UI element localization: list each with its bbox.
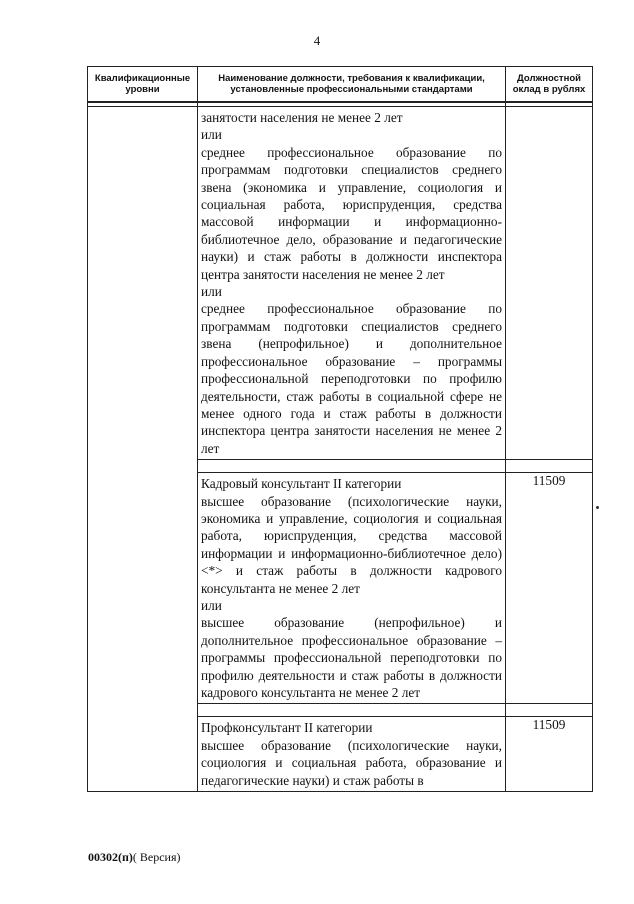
salary-cell: 11509 xyxy=(506,717,593,792)
requirements-cell xyxy=(198,473,506,704)
scan-speck xyxy=(596,506,599,509)
salary-cell: 11509 xyxy=(506,473,593,704)
table-row xyxy=(88,107,593,460)
document-footer xyxy=(88,850,181,865)
page-number: 4 xyxy=(313,33,321,48)
requirement-text: высшее образование (непрофильное) и дополнительное профессиональное образование – программы профессиональной переподготовки по профилю деятельности и стаж работы в должности кадрового консультанта не менее 2 лет xyxy=(201,615,502,700)
requirement-text: или xyxy=(201,284,222,300)
qualification-level-cell xyxy=(88,107,198,792)
document-code: 00302(п) xyxy=(88,850,133,864)
header-qualification-levels: Квалификационные уровни xyxy=(88,67,198,103)
requirement-text: или xyxy=(201,597,222,613)
header-position-requirements: Наименование должности, требования к квалификации, установленные профессиональными стандартами xyxy=(198,67,506,103)
requirement-text: высшее образование (психологические науки, экономика и управление, социология и социальная работа, юриспруденция, средства массовой информации и информационно-библиотечное дело) <*> и стаж работы в должности кадрового консультанта не менее 2 лет xyxy=(201,493,502,596)
requirement-text: высшее образование (психологические науки, социология и социальная работа, образование и педагогические науки) и стаж работы в xyxy=(201,737,502,788)
requirement-text: занятости населения не менее 2 лет xyxy=(201,110,403,125)
requirement-text: среднее профессиональное образование по программам подготовки специалистов среднего звена (экономика и управление, социология и социальная работа, юриспруденция, средства массовой информации и информационно-библиотечное дело, образование и педагогические науки) и стаж работы в должности инспектора центра занятости населения не менее 2 лет xyxy=(201,144,502,282)
qualification-table xyxy=(87,66,593,792)
header-salary: Должностной оклад в рублях xyxy=(506,67,593,103)
requirements-cell xyxy=(198,717,506,792)
position-title: Кадровый консультант II категории xyxy=(201,476,402,492)
document-version: ( Версия) xyxy=(132,850,181,864)
requirement-text: среднее профессиональное образование по программам подготовки специалистов среднего звена (непрофильное) и дополнительное профессиональное образование – программы профессиональной переподготовки по профилю деятельности, стаж работы в социальной сфере не менее одного года и стаж работы в должности инспектора центра занятости населения не менее 2 лет xyxy=(201,301,502,456)
table-header-row xyxy=(88,67,593,103)
requirement-text: или xyxy=(201,127,222,143)
requirements-cell xyxy=(198,107,506,460)
position-title: Профконсультант II категории xyxy=(201,720,373,736)
salary-cell xyxy=(506,107,593,460)
